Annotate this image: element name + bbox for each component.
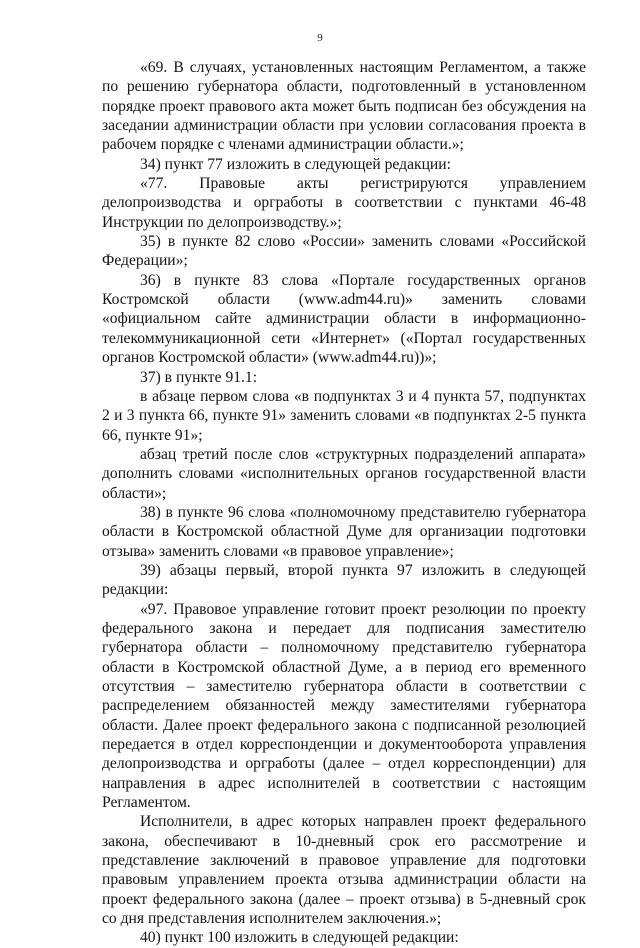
paragraph-item-69-quote: «69. В случаях, установленных настоящим Регламентом, а также по решению губернатора области, подготовленный в установленном порядке проект правового акта может быть подписан без обсуждения на заседании администрации области при условии согласования проекта в рабочем порядке с членами администрации области.»;	[102, 59, 586, 154]
paragraph-amendment-37-third: абзац третий после слов «структурных подразделений аппарата» дополнить словами «исполнительных органов государственной власти области»;	[102, 445, 586, 502]
paragraph-amendment-37-first: в абзаце первом слова «в подпунктах 3 и 4 пункта 57, подпунктах 2 и 3 пункта 66, пункте 91» заменить словами «в подпунктах 2-5 пункта 66, пункте 91»;	[102, 387, 586, 444]
paragraph-amendment-35: 35) в пункте 82 слово «России» заменить словами «Российской Федерации»;	[102, 233, 586, 270]
paragraph-amendment-36: 36) в пункте 83 слова «Портале государственных органов Костромской области (www.adm44.ru)» заменить словами «официальном сайте администрации области в информационно-телекоммуникационной сети «Интернет» («Портал государственных органов Костромской области» (www.adm44.ru))»;	[102, 271, 586, 367]
paragraph-item-97-quote: «97. Правовое управление готовит проект резолюции по проекту федерального закона и передает для подписания заместителю губернатора области – полномочному представителю губернатора области в Костромской областной Думе, а в период его временного отсутствия – заместителю губернатора области в соответствии с распределением обязанностей между заместителями губернатора области. Далее проект федерального закона с подписанной резолюцией передается в отдел корреспонденции и документооборота управления делопроизводства и оргработы (далее – отдел корреспонденции) для направления в адрес исполнителей в соответствии с настоящим Регламентом.	[102, 600, 586, 812]
paragraph-amendment-38: 38) в пункте 96 слова «полномочному представителю губернатора области в Костромской областной Думе для организации подготовки отзыва» заменить словами «в правовое управление»;	[102, 503, 586, 560]
document-body	[102, 58, 586, 948]
paragraph-amendment-40: 40) пункт 100 изложить в следующей редакции:	[140, 929, 459, 947]
page-number: 9	[317, 32, 323, 44]
paragraph-amendment-39: 39) абзацы первый, второй пункта 97 изложить в следующей редакции:	[102, 561, 586, 599]
paragraph-amendment-34: 34) пункт 77 изложить в следующей редакции:	[140, 155, 451, 173]
paragraph-item-77-quote: «77. Правовые акты регистрируются управлением делопроизводства и оргработы в соответствии с пунктами 46-48 Инструкции по делопроизводству.»;	[102, 175, 586, 231]
paragraph-item-97-executors: Исполнители, в адрес которых направлен проект федерального закона, обеспечивают в 10-дневный срок его рассмотрение и представление заключений в правовое управление для подготовки правовым управлением проекта отзыва администрации области на проект федерального закона (далее – проект отзыва) в 5-дневный срок со дня представления исполнителем заключения.»;	[102, 813, 586, 928]
paragraph-amendment-37: 37) в пункте 91.1:	[140, 368, 258, 386]
